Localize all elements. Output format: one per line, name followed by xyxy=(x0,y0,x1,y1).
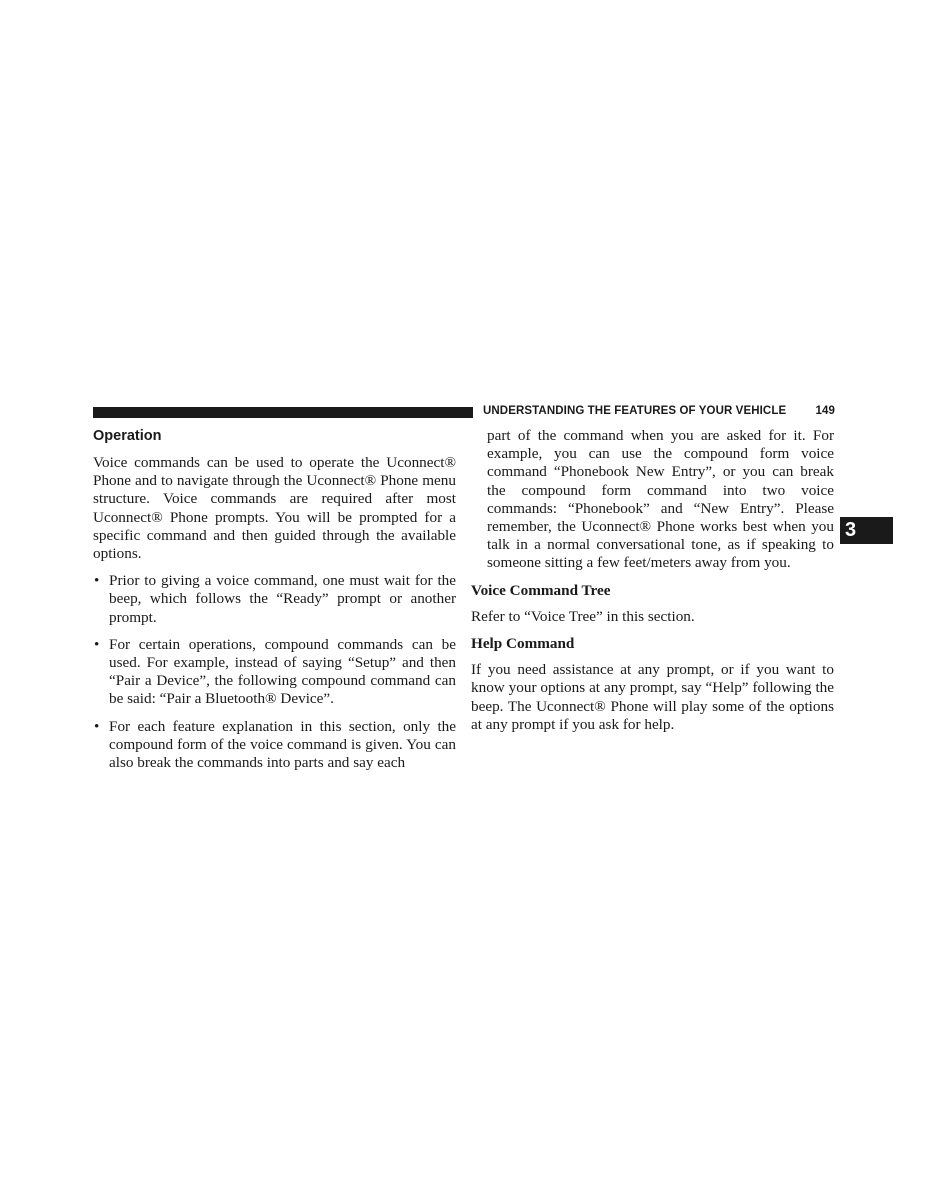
running-header xyxy=(483,405,835,417)
list-item xyxy=(93,636,456,709)
page-number: 149 xyxy=(815,405,835,417)
bullet-list xyxy=(93,572,456,772)
list-item xyxy=(93,718,456,773)
bullet-icon: • xyxy=(94,635,100,653)
intro-paragraph: Voice commands can be used to operate the Uconnect® Phone and to navigate through the Uconnect® Phone menu structure. Voice commands are required after most Uconnect® Phone prompts. You will be prompted for a specific command and then guided through the available options. xyxy=(93,454,456,563)
header-rule xyxy=(93,407,473,418)
bullet-continuation: part of the command when you are asked for it. For example, you can use the compound form voice command “Phonebook New Entry”, or you can break the compound form command into two voice commands: “Phonebook” and “New Entry”. Please remember, the Uconnect® Phone works best when you talk in a normal conversational tone, as if speaking to someone sitting a few feet/meters away from you. xyxy=(487,427,834,572)
header-title: UNDERSTANDING THE FEATURES OF YOUR VEHICLE xyxy=(483,405,787,417)
chapter-tab: 3 xyxy=(840,517,893,544)
right-column xyxy=(471,427,834,743)
help-command-paragraph: If you need assistance at any prompt, or if you want to know your options at any prompt, say “Help” following the beep. The Uconnect® Phone will play some of the options at any prompt if you ask for help. xyxy=(471,661,834,733)
section-heading-help-command: Help Command xyxy=(471,635,575,653)
left-column xyxy=(93,427,456,781)
list-item xyxy=(93,572,456,627)
voice-tree-paragraph: Refer to “Voice Tree” in this section. xyxy=(471,607,695,625)
list-item-text: For certain operations, compound commands can be used. For example, instead of saying “Setup” and then “Pair a Device”, the following compound command can be said: “Pair a Bluetooth® Device”. xyxy=(109,635,456,708)
section-heading-voice-command-tree: Voice Command Tree xyxy=(471,581,611,599)
bullet-icon: • xyxy=(94,572,100,590)
bullet-icon: • xyxy=(94,717,100,735)
list-item-text: For each feature explanation in this section, only the compound form of the voice command is given. You can also break the commands into parts and say each xyxy=(109,717,456,772)
list-item-text: Prior to giving a voice command, one must wait for the beep, which follows the “Ready” prompt or another prompt. xyxy=(109,572,456,626)
section-heading-operation: Operation xyxy=(93,428,162,444)
